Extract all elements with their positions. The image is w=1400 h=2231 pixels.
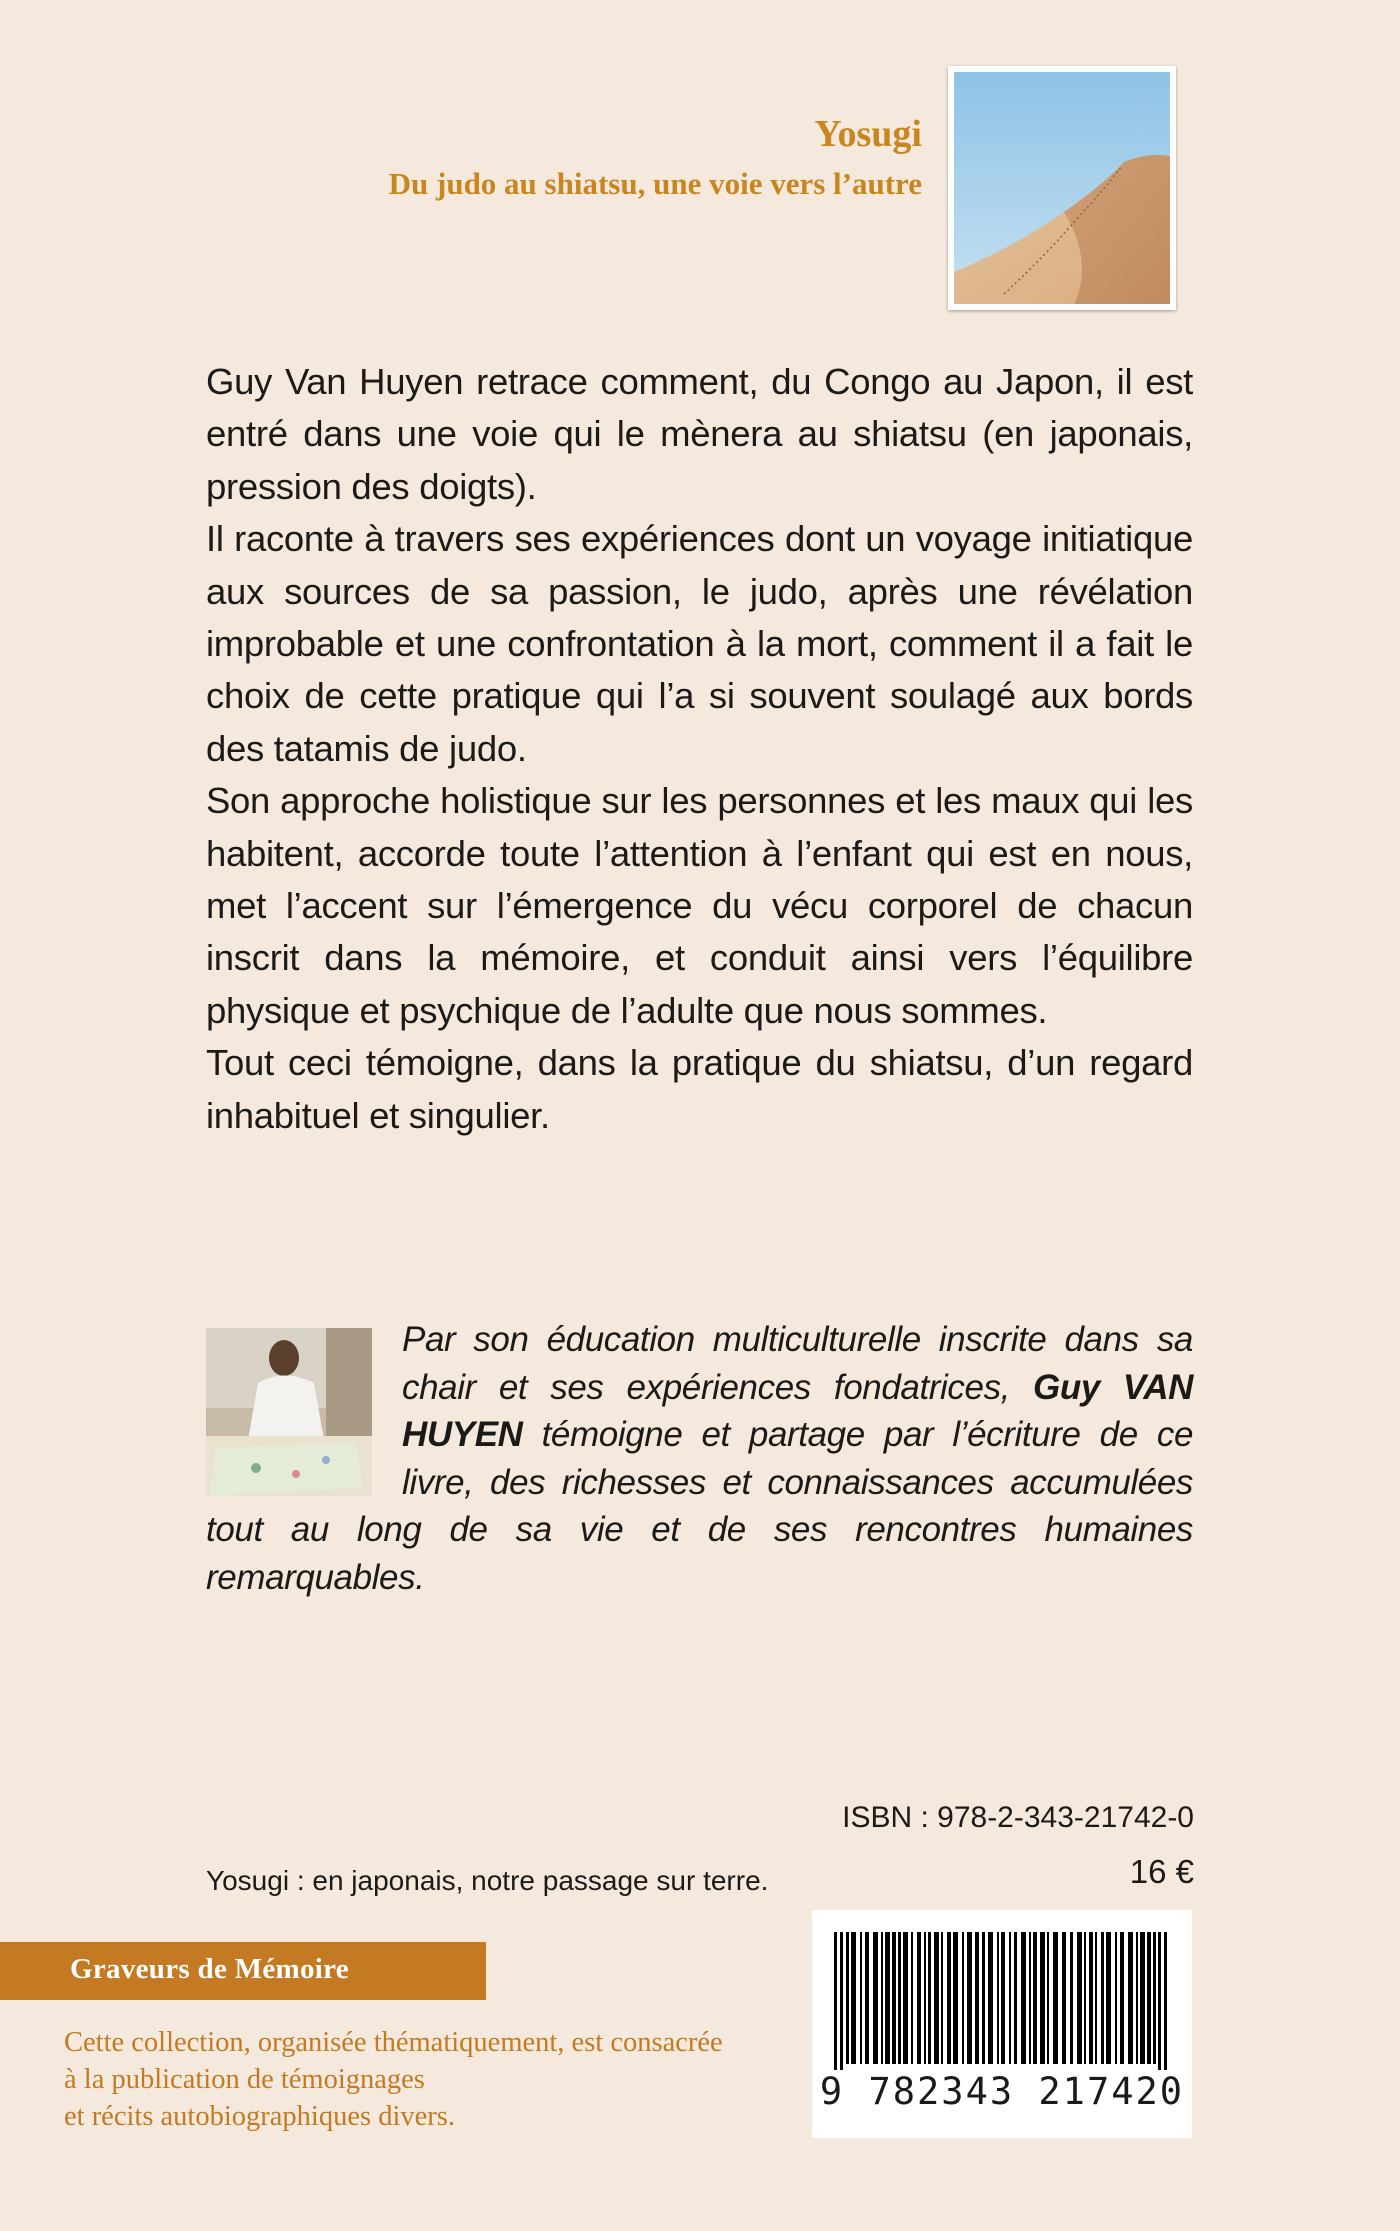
barcode-bar <box>1070 1932 1073 2064</box>
barcode-bar <box>1014 1932 1017 2064</box>
barcode-bar <box>860 1932 862 2064</box>
isbn: ISBN : 978-2-343-21742-0 <box>842 1801 1194 1834</box>
barcode-bar <box>881 1932 883 2064</box>
barcode-bar <box>967 1932 972 2064</box>
price: 16 € <box>1129 1853 1194 1890</box>
collection-description-line: et récits autobiographiques divers. <box>64 2101 455 2132</box>
barcode-bar <box>1084 1932 1086 2064</box>
barcode-bar <box>1140 1932 1145 2064</box>
barcode-bar <box>1101 1932 1104 2064</box>
barcode-bar <box>873 1932 878 2064</box>
collection-description <box>64 2024 723 2135</box>
barcode-bar <box>1120 1932 1124 2064</box>
barcode-bar <box>962 1932 964 2064</box>
barcode-bars <box>812 1910 1192 2070</box>
barcode-bar <box>1029 1932 1031 2064</box>
barcode-bar <box>903 1932 908 2064</box>
collection-bar <box>0 1942 486 2000</box>
barcode-bar <box>924 1932 926 2064</box>
barcode-bar <box>1033 1932 1037 2064</box>
barcode-bar <box>846 1932 849 2064</box>
synopsis <box>206 356 1193 1142</box>
author-bio-text: témoigne et partage par l’écriture de ce livre, des richesses et connaissances accumulées tout au long de sa vie et de ses rencontres humaines remarquables. <box>206 1415 1194 1597</box>
barcode-guard-bar <box>840 1932 843 2070</box>
barcode-bar <box>997 1932 999 2064</box>
barcode-bar <box>1106 1932 1111 2064</box>
barcode-digits: 9 782343 217420 <box>819 2070 1185 2113</box>
barcode-bar <box>917 1932 921 2064</box>
barcode-bar <box>1009 1932 1011 2064</box>
barcode-bar <box>1040 1932 1045 2064</box>
barcode-bar <box>947 1932 951 2064</box>
barcode-bar <box>892 1932 896 2064</box>
barcode-bar <box>1153 1932 1156 2064</box>
barcode-bar <box>885 1932 890 2064</box>
barcode-bar <box>1089 1932 1093 2064</box>
barcode-bar <box>928 1932 931 2064</box>
barcode-bar <box>1115 1932 1117 2064</box>
barcode-bar <box>1077 1932 1082 2064</box>
barcode-bar <box>1062 1932 1066 2064</box>
barcode-bar <box>1128 1932 1133 2064</box>
barcode-guard-bar <box>834 1932 837 2070</box>
synopsis-paragraph: Il raconte à travers ses expériences dont un voyage initiatique aux sources de sa passion, le judo, après une révélation improbable et une confrontation à la mort, comment il a fait le choix de cette pratique qui l’a si souvent soulagé aux bords des tatamis de judo. <box>206 518 1193 769</box>
barcode-guard-bar <box>1158 1932 1161 2070</box>
collection-name: Graveurs de Mémoire <box>70 1953 349 1985</box>
desert-photo <box>948 66 1176 310</box>
barcode-bar <box>1047 1932 1049 2064</box>
barcode-bar <box>1001 1932 1005 2064</box>
footnote: Yosugi : en japonais, notre passage sur terre. <box>206 1865 769 1896</box>
barcode-bar <box>975 1932 979 2064</box>
synopsis-paragraph: Tout ceci témoigne, dans la pratique du shiatsu, d’un regard inhabituel et singulier. <box>206 1042 1193 1136</box>
barcode-bar <box>941 1932 943 2064</box>
barcode-bar <box>865 1932 869 2064</box>
barcode-guard-bar <box>1164 1932 1167 2070</box>
book-subtitle: Du judo au shiatsu, une voie vers l’autre <box>388 165 922 201</box>
barcode-bar <box>911 1932 913 2064</box>
desert-photo-image <box>954 72 1170 304</box>
barcode-bar <box>851 1932 856 2064</box>
collection-description-line: à la publication de témoignages <box>64 2064 425 2095</box>
author-bio <box>206 1316 1193 1601</box>
synopsis-paragraph: Son approche holistique sur les personnes et les maux qui les habitent, accorde toute l’attention à l’enfant qui est en nous, met l’accent sur l’émergence du vécu corporel de chacun inscrit dans la mémoire, et conduit ainsi vers l’équilibre physique et psychique de l’adulte que nous sommes. <box>206 780 1193 1031</box>
book-title: Yosugi <box>814 113 922 155</box>
barcode-bar <box>1021 1932 1026 2064</box>
barcode-bar <box>898 1932 901 2064</box>
author-name: Guy VAN HUYEN <box>402 1367 1193 1454</box>
barcode-bar <box>982 1932 985 2064</box>
barcode-bar <box>1136 1932 1138 2064</box>
barcode-bar <box>1095 1932 1097 2064</box>
barcode-bar <box>934 1932 939 2064</box>
barcode-bar <box>1053 1932 1058 2064</box>
barcode-bar <box>1147 1932 1151 2064</box>
synopsis-paragraph: Guy Van Huyen retrace comment, du Congo au Japon, il est entré dans une voie qui le mènera au shiatsu (en japonais, pression des doigts). <box>206 361 1193 507</box>
barcode <box>812 1910 1192 2138</box>
author-bio-text: Par son éducation multiculturelle inscrite dans sa chair et ses expériences fondatrices, <box>402 1320 1193 1407</box>
collection-description-line: Cette collection, organisée thématiquement, est consacrée <box>64 2027 723 2058</box>
barcode-bar <box>953 1932 958 2064</box>
title-block <box>389 112 922 204</box>
barcode-bar <box>988 1932 993 2064</box>
